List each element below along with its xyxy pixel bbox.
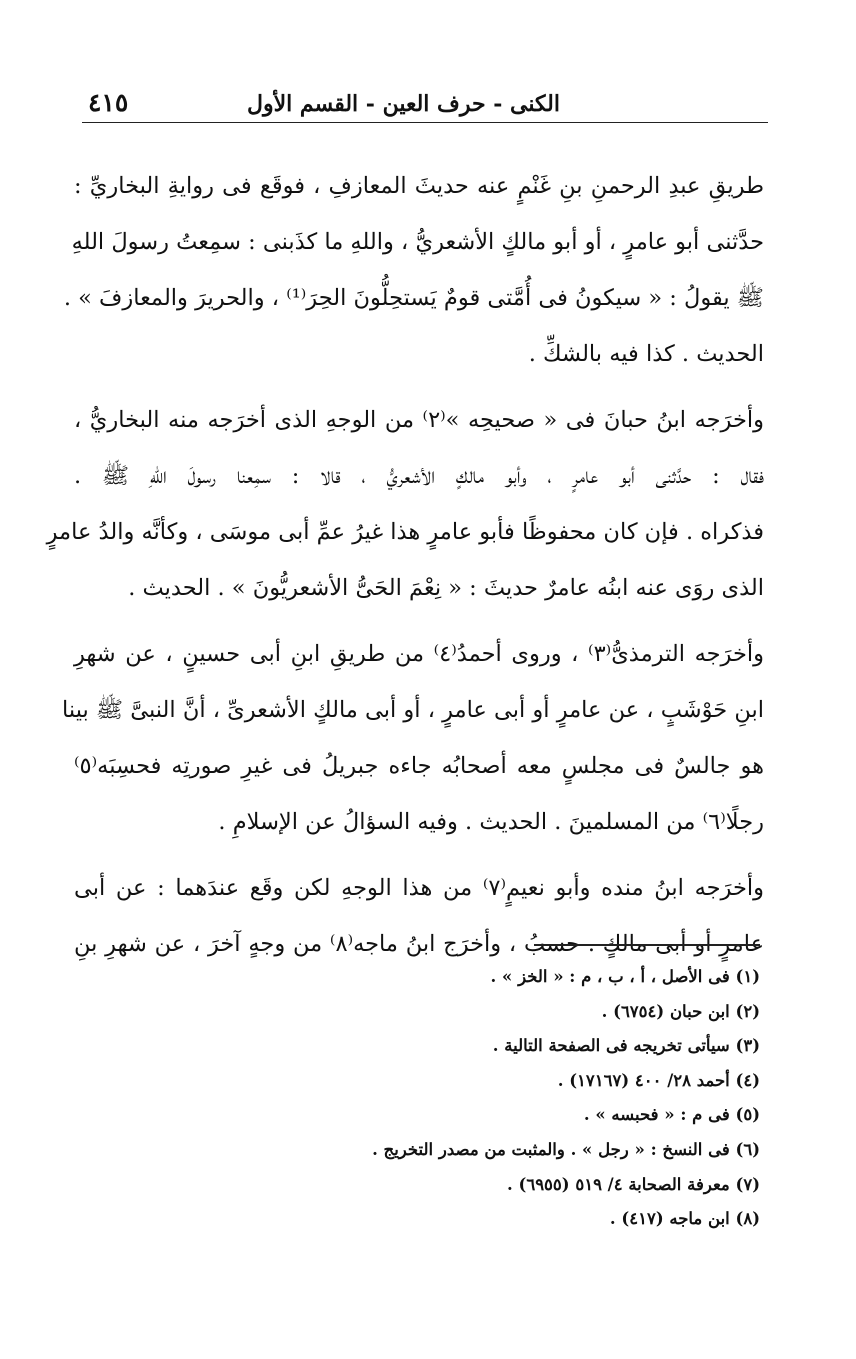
text-line: عامرٍ أو أبى مالكٍ . حسبُ ، وأخرَج ابنُ ماجه⁽٨⁾ من وجهٍ آخرَ ، عن شهرِ بنِ [74,931,764,957]
text-line: الحديث . كذا فيه بالشكِّ . [528,341,764,367]
text-line: وأخرَجه ابنُ منده وأبو نعيمٍ⁽٧⁾ من هذا الوجهِ لكن وقَع عندَهما : عن أبى [74,875,764,901]
footnote-2: (٢) ابن حبان (٦٧٥٤) . [601,1001,760,1021]
paragraph-2 [46,392,764,616]
page-header [82,86,768,126]
footnote-4: (٤) أحمد ٢٨/ ٤٠٠ (١٧١٦٧) . [557,1070,760,1090]
text-line: هو جالسٌ فى مجلسٍ معه أصحابُه جاءه جبريلُ فى غيرِ صورتِه فحسِبَه⁽٥⁾ [74,753,764,779]
text-line: ابنِ حَوْشَبٍ ، عن عامرٍ أو أبى عامرٍ ، أو أبى مالكٍ الأشعرىِّ ، أنَّ النبىَّ ﷺ بينا [62,697,764,723]
footnote-1: (١) فى الأصل ، أ ، ب ، م : « الخز » . [490,967,760,986]
footnote-8: (٨) ابن ماجه (٤١٧) . [609,1209,760,1229]
text-line: فقال : حدَّثنى أبو عامرٍ ، وأبو مالكٍ الأشعريُّ ، قالا : سمِعنا رسولَ اللهِ ﷺ . [74,463,764,489]
main-text [46,158,764,972]
text-line: فذكراه . فإن كان محفوظًا فأبو عامرٍ هذا غيرُ عمِّ أبى موسَى ، وكأنَّه والدُ عامرٍ [46,519,764,545]
paragraph-4 [74,860,764,972]
text-line: وأخرَجه ابنُ حبانَ فى « صحيحِه »⁽٢⁾ من الوجهِ الذى أخرَجه منه البخاريُّ ، [74,407,764,433]
header-rule [82,122,768,123]
text-line: طريقِ عبدِ الرحمنِ بنِ غَنْمٍ عنه حديثَ المعازفِ ، فوقَع فى روايةِ البخاريِّ : [74,173,764,199]
paragraph-3 [62,626,764,850]
footnote-5: (٥) فى م : « فحبسه » . [583,1105,760,1125]
text-line: وأخرَجه الترمذىُّ⁽٣⁾ ، وروى أحمدُ⁽٤⁾ من طريقِ ابنِ أبى حسينٍ ، عن شهرِ [74,641,764,667]
footnote-separator [534,944,760,946]
text-line: ﷺ يقولُ : « سيكونُ فى أُمَّتى قومٌ يَستحِلُّونَ الحِرَ⁽¹⁾ ، والحريرَ والمعازفَ » . [63,285,764,311]
footnotes [200,960,760,1237]
paragraph-1 [63,158,764,382]
text-line: الذى روَى عنه ابنُه عامرٌ حديثَ : « نِعْمَ الحَىُّ الأشعريُّونَ » . الحديث . [128,575,764,601]
footnote-3: (٣) سيأتى تخريجه فى الصفحة التالية . [492,1036,760,1056]
text-line: رجلًا⁽٦⁾ من المسلمينَ . الحديث . وفيه السؤالُ عن الإسلامِ . [218,809,764,835]
page-number: ٤١٥ [88,88,129,117]
running-title: الكنى - حرف العين - القسم الأول [247,91,560,117]
footnote-7: (٧) معرفة الصحابة ٤/ ٥١٩ (٦٩٥٥) . [507,1174,760,1194]
footnote-6: (٦) فى النسخ : « رجل » . والمثبت من مصدر التخريج . [372,1139,760,1159]
text-line: حدَّثنى أبو عامرٍ ، أو أبو مالكٍ الأشعريُّ ، واللهِ ما كذَبنى : سمِعتُ رسولَ اللهِ [71,229,764,255]
